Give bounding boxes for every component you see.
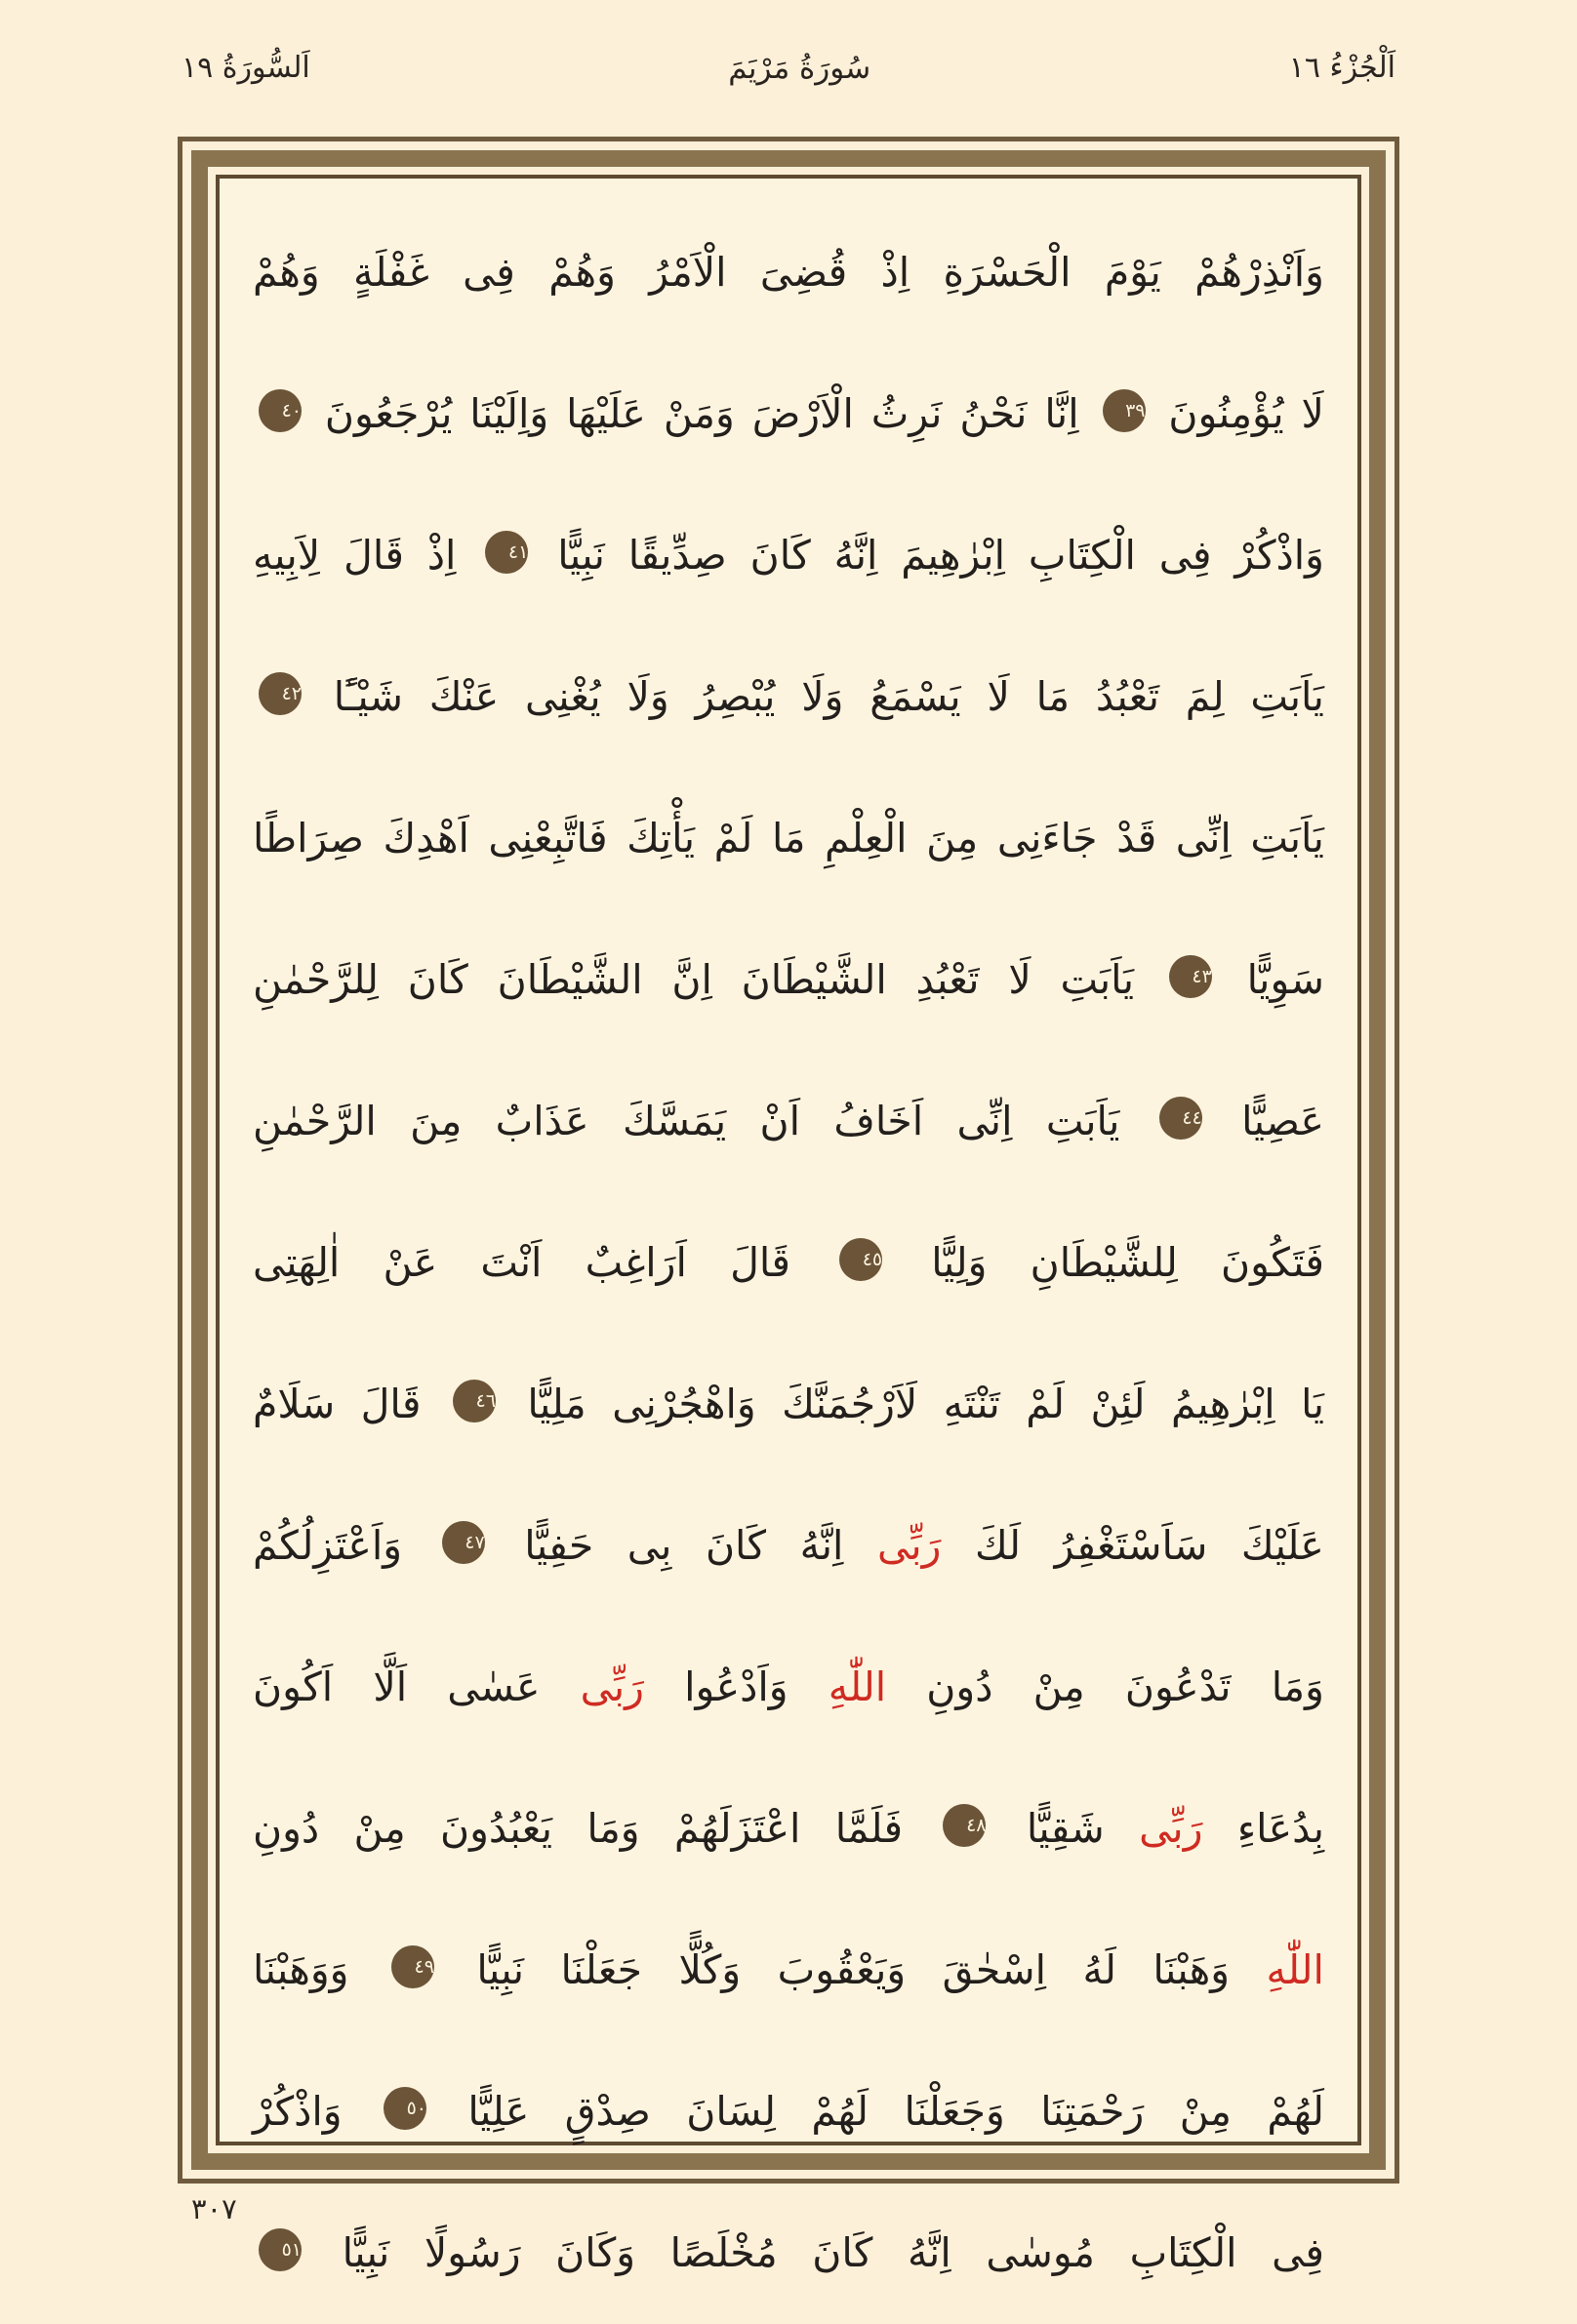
- quran-line: [253, 1617, 1324, 1758]
- quran-word: يَأْتِكَ: [627, 815, 696, 861]
- quran-word: شَيْـًٔا: [333, 673, 404, 720]
- quran-word: يَعْبُدُونَ: [440, 1805, 552, 1852]
- quran-word: نَبِيًّا: [342, 2229, 390, 2276]
- surah-number-label: اَلسُّورَةُ ١٩: [182, 51, 310, 85]
- quran-word: اللّٰهِ: [1266, 1946, 1324, 1993]
- quran-word: تَنْتَهِ: [943, 1381, 1000, 1427]
- quran-word: غَفْلَةٍ: [353, 249, 429, 296]
- quran-word: كَانَ: [705, 1522, 767, 1569]
- quran-word: فِى: [1158, 532, 1212, 579]
- quran-word: رَبِّى: [580, 1663, 644, 1710]
- quran-word: الْاَمْرُ: [649, 249, 727, 296]
- quran-word: وَاَعْتَزِلُكُمْ: [253, 1522, 403, 1569]
- quran-line: [253, 909, 1324, 1051]
- quran-word: لَا: [1301, 390, 1324, 437]
- ayah-marker: ٤٠: [259, 389, 302, 432]
- quran-word: لَا: [987, 673, 1010, 720]
- quran-word: جَعَلْنَا: [560, 1946, 642, 1993]
- quran-word: فِى: [463, 249, 515, 296]
- quran-word: يُؤْمِنُونَ: [1168, 390, 1284, 437]
- quran-word: بِى: [627, 1522, 672, 1569]
- quran-word: عَلِيًّا: [467, 2088, 530, 2135]
- quran-word: اَهْدِكَ: [383, 815, 469, 861]
- quran-word: عَلَيْهَا: [566, 390, 646, 437]
- quran-word: يَا: [1301, 1381, 1324, 1427]
- quran-word: لِلرَّحْمٰنِ: [253, 956, 379, 1003]
- quran-word: اِنِّى: [1175, 815, 1232, 861]
- quran-word: عَنْكَ: [428, 673, 500, 720]
- juz-label: اَلْجُزْءُ ١٦: [1288, 51, 1395, 85]
- quran-word: اِنِّى: [956, 1098, 1013, 1144]
- quran-word: لَا: [1008, 956, 1031, 1003]
- quran-word: الْعِلْمِ: [824, 815, 908, 861]
- quran-word: جَاءَنِى: [996, 815, 1098, 861]
- quran-word: الْكِتَابِ: [1028, 532, 1136, 579]
- quran-word: اَنْ: [759, 1098, 801, 1144]
- quran-word: الْكِتَابِ: [1129, 2229, 1237, 2276]
- quran-word: رَبِّى: [877, 1522, 942, 1569]
- quran-word: مِنْ: [1032, 1663, 1085, 1710]
- quran-line: [253, 202, 1324, 343]
- quran-word: وَمَا: [586, 1805, 640, 1852]
- quran-word: عَصِيًّا: [1241, 1098, 1324, 1144]
- quran-line: [253, 485, 1324, 626]
- surah-name-title: سُورَةُ مَرْيَمَ: [728, 51, 871, 86]
- quran-word: مَا: [1035, 673, 1071, 720]
- quran-word: عَلَيْكَ: [1240, 1522, 1324, 1569]
- ayah-marker: ٤٥: [839, 1238, 882, 1281]
- quran-word: اَلَّا: [373, 1663, 408, 1710]
- quran-word: وَلِيًّا: [931, 1239, 988, 1286]
- quran-word: مُخْلَصًا: [669, 2229, 778, 2276]
- quran-word: رَبِّى: [1139, 1805, 1203, 1852]
- quran-word: اِذْ: [426, 532, 457, 579]
- quran-word: اِذْ: [880, 249, 910, 296]
- quran-word: قَدْ: [1116, 815, 1157, 861]
- ayah-marker: ٥١: [259, 2228, 302, 2271]
- quran-line: [253, 2183, 1324, 2324]
- quran-word: الشَّيْطَانَ: [741, 956, 887, 1003]
- ayah-marker: ٤١: [485, 531, 528, 574]
- quran-word: سَلَامٌ: [253, 1381, 336, 1427]
- quran-word: نَبِيًّا: [476, 1946, 524, 1993]
- quran-line: [253, 1192, 1324, 1334]
- quran-word: وَمَنْ: [663, 390, 735, 437]
- quran-line: [253, 1475, 1324, 1617]
- quran-word: يُرْجَعُونَ: [324, 390, 453, 437]
- quran-word: اِنَّهُ: [799, 1522, 844, 1569]
- ayah-marker: ٤٩: [391, 1945, 434, 1988]
- quran-word: وَاذْكُرْ: [253, 2088, 343, 2135]
- ayah-marker: ٤٣: [1169, 955, 1212, 998]
- ayah-marker: ٤٧: [442, 1521, 485, 1564]
- ayah-marker: ٤٦: [453, 1380, 496, 1422]
- quran-word: الْحَسْرَةِ: [943, 249, 1072, 296]
- quran-word: اِبْرٰهِيمُ: [1170, 1381, 1275, 1427]
- quran-word: حَفِيًّا: [524, 1522, 594, 1569]
- quran-line: [253, 1051, 1324, 1192]
- quran-line: [253, 343, 1324, 485]
- ayah-marker: ٤٢: [259, 672, 302, 715]
- quran-word: وَجَعَلْنَا: [904, 2088, 1005, 2135]
- quran-word: لَهُمْ: [811, 2088, 869, 2135]
- quran-word: فَتَكُونَ: [1221, 1239, 1324, 1286]
- quran-word: يَاَبَتِ: [1060, 956, 1135, 1003]
- quran-word: مَلِيًّا: [527, 1381, 586, 1427]
- quran-word: نَرِثُ: [870, 390, 943, 437]
- ayah-marker: ٣٩: [1103, 389, 1146, 432]
- quran-word: وَاَنْذِرْهُمْ: [1194, 249, 1324, 296]
- quran-text-block: [245, 198, 1332, 2324]
- quran-word: رَحْمَتِنَا: [1040, 2088, 1145, 2135]
- quran-word: وَوَهَبْنَا: [253, 1946, 349, 1993]
- quran-word: صِرَاطًا: [253, 815, 364, 861]
- quran-word: وَهُمْ: [253, 249, 320, 296]
- quran-word: وَلَا: [801, 673, 844, 720]
- quran-word: قَالَ: [360, 1381, 422, 1427]
- quran-word: لِمَ: [1185, 673, 1225, 720]
- quran-word: اَنْتَ: [480, 1239, 543, 1286]
- quran-word: وَكُلًّا: [678, 1946, 742, 1993]
- quran-line: [253, 1334, 1324, 1475]
- quran-word: مِنَ: [926, 815, 979, 861]
- quran-word: اللّٰهِ: [828, 1663, 887, 1710]
- quran-word: سَاَسْتَغْفِرُ: [1054, 1522, 1208, 1569]
- quran-word: الرَّحْمٰنِ: [253, 1098, 377, 1144]
- quran-word: لَاَرْجُمَنَّكَ: [782, 1381, 918, 1427]
- quran-word: وَاذْكُرْ: [1234, 532, 1324, 579]
- quran-word: كَانَ: [749, 532, 811, 579]
- quran-word: نَبِيًّا: [557, 532, 605, 579]
- quran-word: لِسَانَ: [686, 2088, 776, 2135]
- quran-word: يَوْمَ: [1104, 249, 1161, 296]
- quran-line: [253, 1758, 1324, 1900]
- quran-word: الشَّيْطَانَ: [497, 956, 643, 1003]
- quran-word: يُبْصِرُ: [695, 673, 776, 720]
- quran-word: تَعْبُدُ: [1095, 673, 1159, 720]
- quran-word: اَكُونَ: [253, 1663, 334, 1710]
- ayah-marker: ٤٤: [1159, 1097, 1202, 1140]
- quran-word: يَسْمَعُ: [869, 673, 961, 720]
- quran-word: اِنَّ: [671, 956, 712, 1003]
- quran-word: لِاَبِيهِ: [253, 532, 321, 579]
- quran-word: لَمْ: [713, 815, 753, 861]
- quran-word: يَاَبَتِ: [1045, 1098, 1120, 1144]
- quran-word: فِى: [1272, 2229, 1324, 2276]
- quran-word: مِنْ: [353, 1805, 406, 1852]
- quran-word: يَمَسَّكَ: [622, 1098, 727, 1144]
- quran-word: اِنَّهُ: [907, 2229, 951, 2276]
- quran-line: [253, 2041, 1324, 2183]
- quran-word: وَاهْجُرْنِى: [612, 1381, 756, 1427]
- quran-word: مُوسٰى: [986, 2229, 1095, 2276]
- quran-word: اٰلِهَتِى: [253, 1239, 341, 1286]
- quran-word: وَهُمْ: [548, 249, 616, 296]
- quran-word: يُغْنِى: [524, 673, 601, 720]
- quran-word: اعْتَزَلَهُمْ: [673, 1805, 801, 1852]
- quran-word: قَالَ: [344, 532, 404, 579]
- quran-word: وَكَانَ: [555, 2229, 636, 2276]
- quran-word: تَعْبُدِ: [915, 956, 980, 1003]
- quran-word: دُونِ: [926, 1663, 993, 1710]
- quran-word: صِدِّيقًا: [627, 532, 727, 579]
- quran-line: [253, 1900, 1324, 2041]
- quran-word: مَا: [771, 815, 806, 861]
- quran-word: سَوِيًّا: [1246, 956, 1324, 1003]
- quran-word: اَخَافُ: [833, 1098, 924, 1144]
- quran-word: دُونِ: [253, 1805, 320, 1852]
- quran-word: وَاِلَيْنَا: [469, 390, 549, 437]
- quran-word: نَحْنُ: [959, 390, 1028, 437]
- quran-word: تَدْعُونَ: [1124, 1663, 1232, 1710]
- ayah-marker: ٥٠: [384, 2087, 426, 2130]
- quran-word: رَسُولًا: [424, 2229, 521, 2276]
- quran-word: شَقِيًّا: [1026, 1805, 1105, 1852]
- quran-word: بِدُعَاءِ: [1236, 1805, 1324, 1852]
- quran-word: صِدْقٍ: [564, 2088, 651, 2135]
- quran-word: اَرَاغِبٌ: [585, 1239, 687, 1286]
- quran-word: وَلَا: [627, 673, 669, 720]
- quran-word: لَهُمْ: [1267, 2088, 1324, 2135]
- quran-word: قُضِىَ: [759, 249, 848, 296]
- quran-word: اِبْرٰهِيمَ: [901, 532, 1005, 579]
- ayah-marker: ٤٨: [943, 1804, 986, 1847]
- quran-word: كَانَ: [407, 956, 468, 1003]
- quran-word: يَاَبَتِ: [1250, 673, 1324, 720]
- quran-word: اِنَّهُ: [833, 532, 878, 579]
- quran-word: عَنْ: [383, 1239, 438, 1286]
- quran-word: الْاَرْضَ: [751, 390, 854, 437]
- quran-word: فَلَمَّا: [834, 1805, 904, 1852]
- quran-line: [253, 626, 1324, 768]
- quran-word: لَهُ: [1082, 1946, 1116, 1993]
- quran-word: مِنْ: [1179, 2088, 1232, 2135]
- quran-word: فَاتَّبِعْنِى: [488, 815, 608, 861]
- quran-word: عَذَابٌ: [495, 1098, 589, 1144]
- quran-word: عَسٰى: [447, 1663, 541, 1710]
- quran-word: لَئِنْ: [1090, 1381, 1146, 1427]
- quran-word: لِلشَّيْطَانِ: [1030, 1239, 1178, 1286]
- quran-line: [253, 768, 1324, 909]
- quran-word: اِنَّا: [1044, 390, 1079, 437]
- quran-word: وَمَا: [1271, 1663, 1324, 1710]
- page-number: ٣٠٧: [191, 2192, 237, 2225]
- quran-word: لَمْ: [1026, 1381, 1066, 1427]
- page-header: [182, 51, 1395, 113]
- quran-word: كَانَ: [812, 2229, 873, 2276]
- decorative-frame-inner: [216, 175, 1361, 2276]
- quran-word: اِسْحٰقَ: [942, 1946, 1047, 1993]
- quran-word: قَالَ: [730, 1239, 790, 1286]
- quran-word: وَاَدْعُوا: [684, 1663, 788, 1710]
- quran-word: مِنَ: [410, 1098, 463, 1144]
- quran-word: وَهَبْنَا: [1152, 1946, 1231, 1993]
- quran-word: وَيَعْقُوبَ: [777, 1946, 907, 1993]
- quran-word: يَاَبَتِ: [1250, 815, 1324, 861]
- quran-word: لَكَ: [974, 1522, 1022, 1569]
